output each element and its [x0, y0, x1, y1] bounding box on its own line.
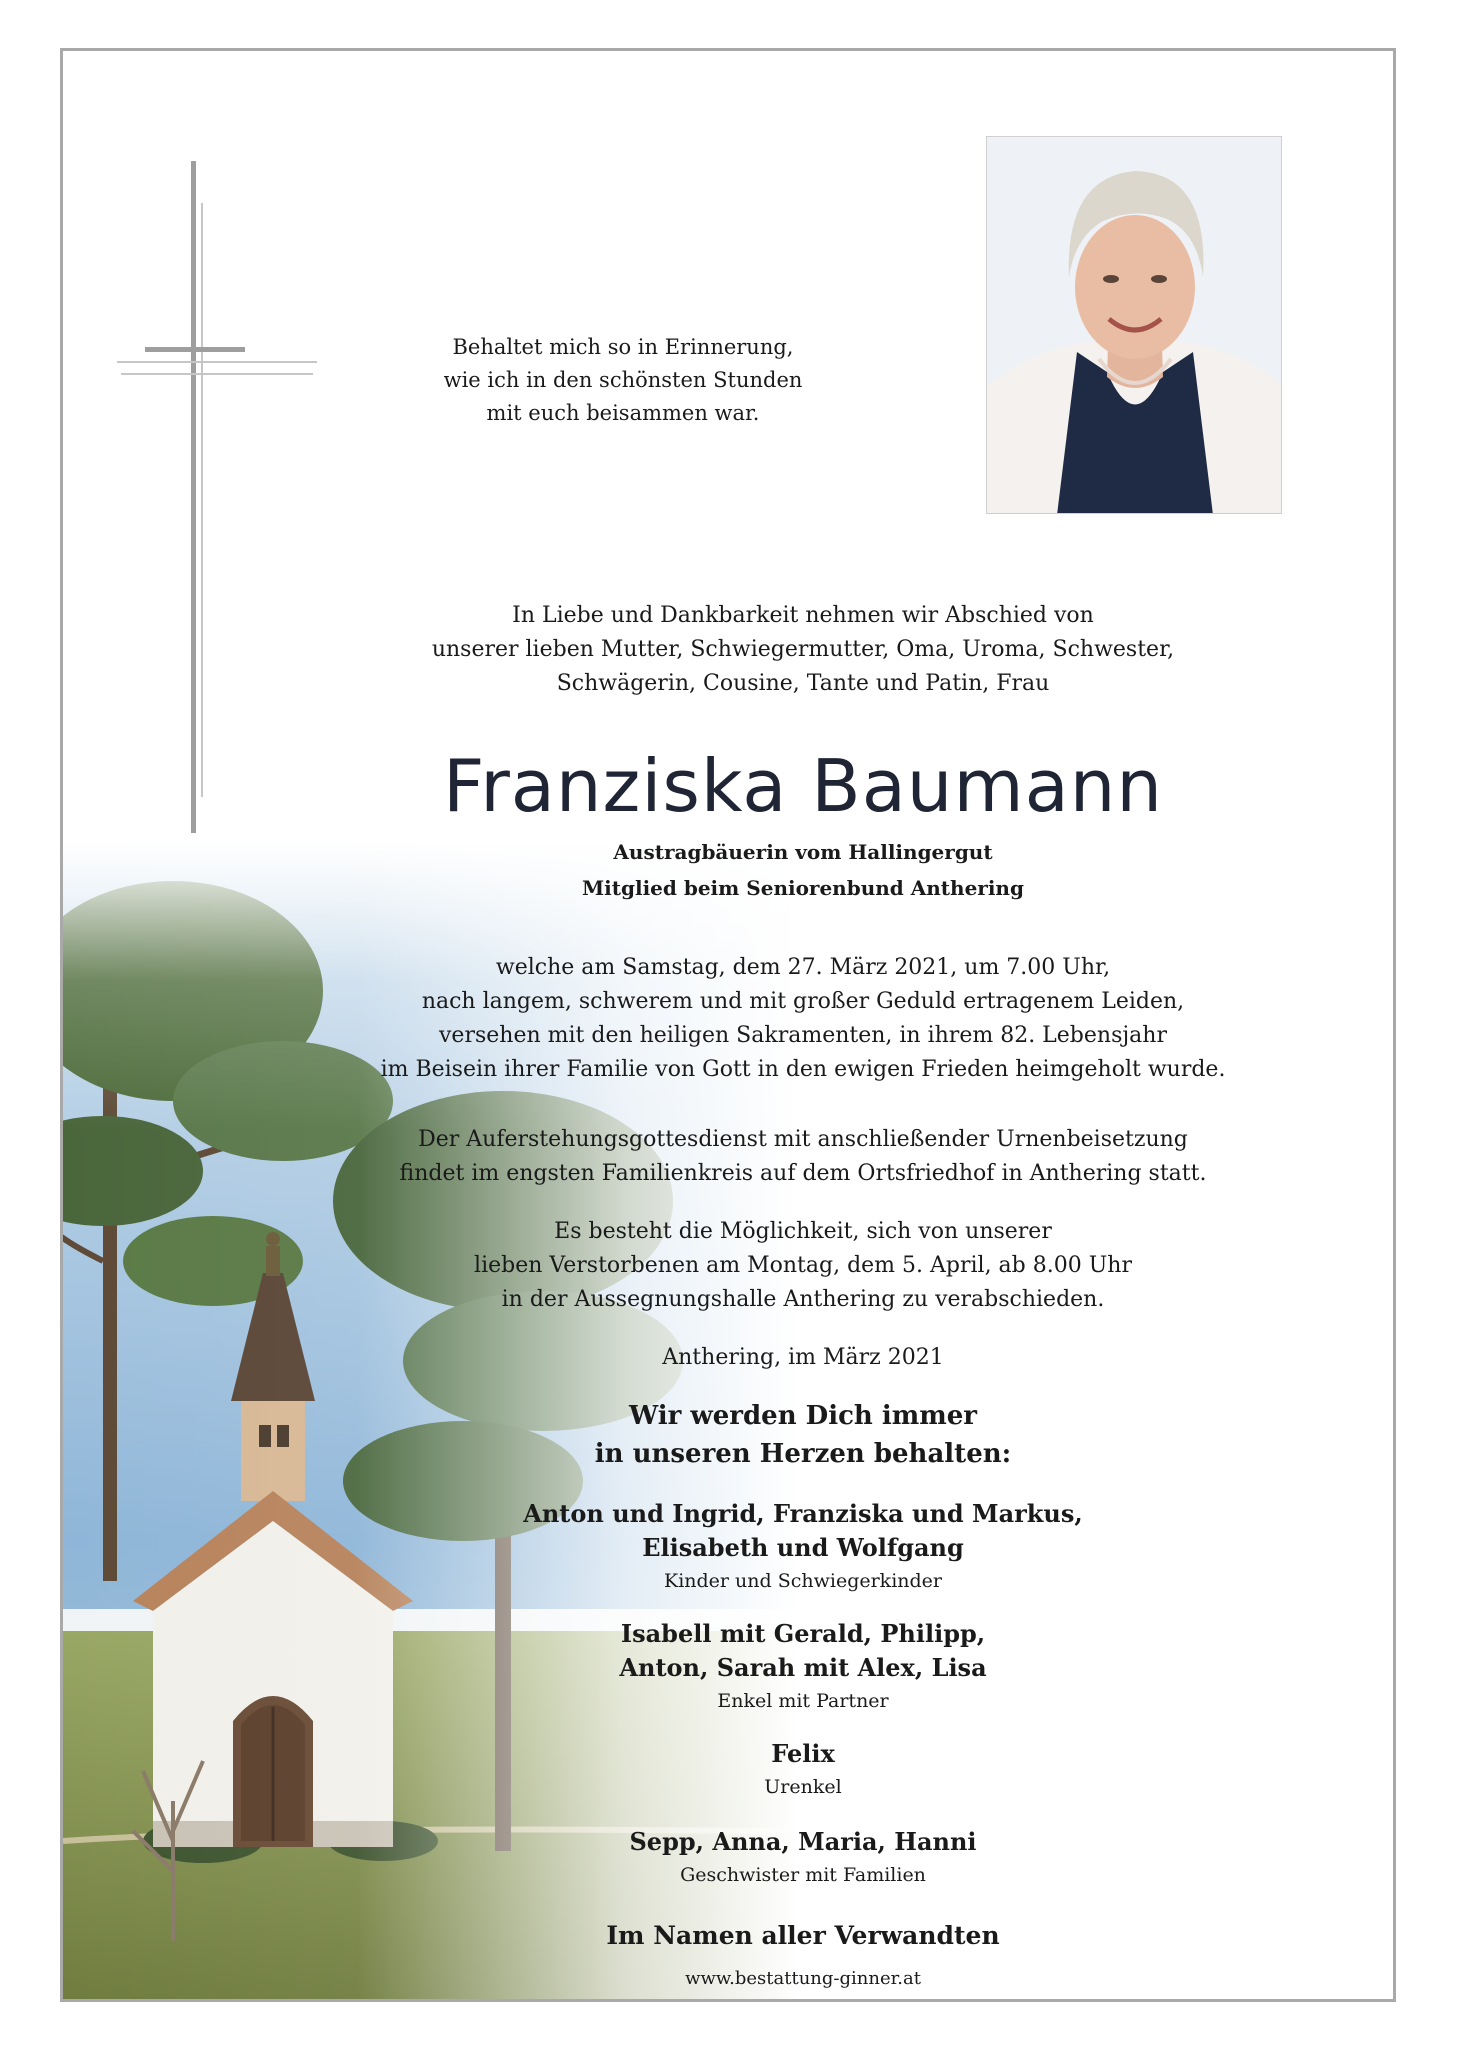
deceased-name: Franziska Baumann — [443, 744, 1163, 828]
quote-line: mit euch beisammen war. — [486, 401, 760, 425]
mourner-group-grandchildren — [323, 1617, 1283, 1685]
motto-line: in unseren Herzen behalten: — [594, 1439, 1012, 1469]
quote-line: Behaltet mich so in Erinnerung, — [452, 335, 794, 359]
viewing-line: Es besteht die Möglichkeit, sich von unserer — [554, 1219, 1052, 1244]
mourner-group-children — [323, 1497, 1283, 1565]
quote-block — [393, 331, 853, 430]
obituary-card — [60, 48, 1396, 2002]
portrait-photo — [986, 136, 1282, 514]
place-date: Anthering, im März 2021 — [662, 1345, 944, 1370]
deceased-title-2: Mitglied beim Seniorenbund Anthering — [582, 876, 1024, 900]
mourner-names: Anton und Ingrid, Franziska und Markus, — [523, 1499, 1083, 1528]
mourner-names: Anton, Sarah mit Alex, Lisa — [619, 1653, 987, 1682]
service-line: findet im engsten Familienkreis auf dem Ortsfriedhof in Anthering statt. — [399, 1161, 1207, 1186]
mourner-role: Geschwister mit Familien — [680, 1864, 926, 1886]
death-line: welche am Samstag, dem 27. März 2021, um 7.00 Uhr, — [495, 955, 1111, 980]
website-link[interactable]: www.bestattung-ginner.at — [685, 1968, 921, 1989]
intro-block — [323, 599, 1283, 701]
mourner-role: Kinder und Schwiegerkinder — [664, 1570, 942, 1592]
mourner-names: Sepp, Anna, Maria, Hanni — [629, 1827, 977, 1856]
mourner-role: Enkel mit Partner — [717, 1690, 889, 1712]
motto-line: Wir werden Dich immer — [628, 1401, 978, 1431]
death-line: versehen mit den heiligen Sakramenten, in ihrem 82. Lebensjahr — [439, 1023, 1167, 1048]
deceased-title-1: Austragbäuerin vom Hallingergut — [613, 840, 993, 864]
intro-line: In Liebe und Dankbarkeit nehmen wir Abschied von — [512, 603, 1094, 628]
death-line: im Beisein ihrer Familie von Gott in den ewigen Frieden heimgeholt wurde. — [380, 1057, 1226, 1082]
service-line: Der Auferstehungsgottesdienst mit anschließender Urnenbeisetzung — [418, 1127, 1188, 1152]
mourner-names: Elisabeth und Wolfgang — [642, 1533, 964, 1562]
viewing-line: lieben Verstorbenen am Montag, dem 5. April, ab 8.00 Uhr — [474, 1253, 1132, 1278]
service-notice — [303, 1123, 1303, 1191]
motto-block — [323, 1397, 1283, 1473]
mourner-names: Felix — [771, 1739, 835, 1768]
death-line: nach langem, schwerem und mit großer Geduld ertragenem Leiden, — [421, 989, 1185, 1014]
viewing-notice — [303, 1215, 1303, 1317]
mourner-names: Isabell mit Gerald, Philipp, — [620, 1619, 986, 1648]
intro-line: unserer lieben Mutter, Schwiegermutter, Oma, Uroma, Schwester, — [431, 637, 1175, 662]
mourner-group-great-grandchildren — [323, 1737, 1283, 1771]
intro-line: Schwägerin, Cousine, Tante und Patin, Frau — [556, 671, 1050, 696]
quote-line: wie ich in den schönsten Stunden — [443, 368, 803, 392]
death-notice — [303, 951, 1303, 1087]
mourner-role: Urenkel — [764, 1776, 842, 1798]
viewing-line: in der Aussegnungshalle Anthering zu verabschieden. — [501, 1287, 1105, 1312]
closing-line: Im Namen aller Verwandten — [606, 1921, 1000, 1950]
mourner-group-siblings — [323, 1825, 1283, 1859]
